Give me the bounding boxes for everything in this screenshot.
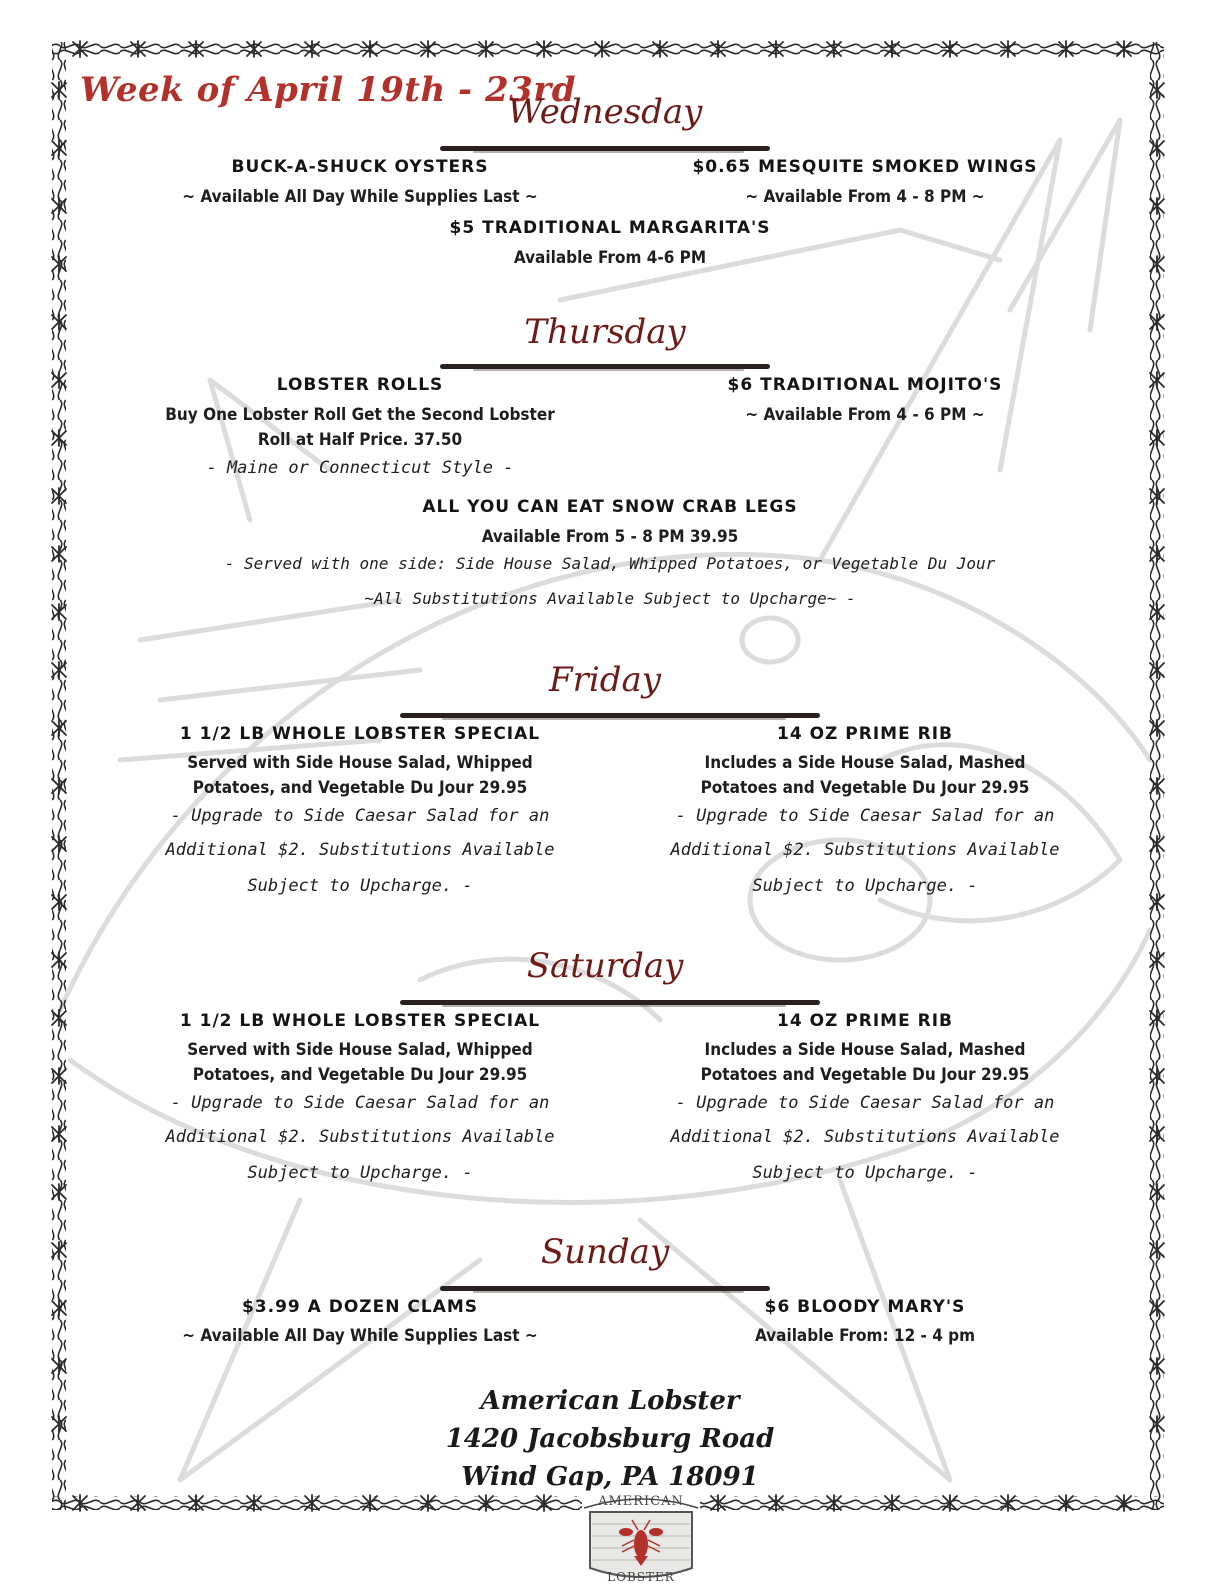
wednesday-center-line1: Available From 4-6 PM (513, 248, 707, 268)
divider-saturday (400, 1000, 820, 1005)
friday-left-title: 1 1/2 LB WHOLE LOBSTER SPECIAL (179, 724, 541, 744)
wednesday-right-title: $0.65 MESQUITE SMOKED WINGS (692, 157, 1038, 177)
saturday-right-line3: - Upgrade to Side Caesar Salad for an (675, 1093, 1055, 1113)
divider-sunday (440, 1286, 770, 1291)
friday-left-line5: Subject to Upcharge. - (247, 876, 473, 896)
divider-friday (400, 713, 820, 718)
sunday-left-line1: ~ Available All Day While Supplies Last ~ (182, 1326, 538, 1346)
saturday-right-line4: Additional $2. Substitutions Available (670, 1127, 1060, 1147)
saturday-left-title: 1 1/2 LB WHOLE LOBSTER SPECIAL (179, 1011, 541, 1031)
thursday-left-title: LOBSTER ROLLS (276, 375, 444, 395)
thursday-right-line1: ~ Available From 4 - 6 PM ~ (745, 405, 985, 425)
sunday-right-title: $6 BLOODY MARY'S (764, 1297, 966, 1317)
saturday-left-line5: Subject to Upcharge. - (247, 1163, 473, 1183)
divider-wednesday (440, 146, 770, 151)
sunday-right-line1: Available From: 12 - 4 pm (754, 1326, 976, 1346)
saturday-right-line1: Includes a Side House Salad, Mashed (704, 1040, 1026, 1060)
thursday-center-line1: Available From 5 - 8 PM 39.95 (481, 527, 739, 547)
friday-right-title: 14 OZ PRIME RIB (777, 724, 953, 744)
thursday-center-line3: ~All Substitutions Available Subject to Upcharge~ - (364, 589, 856, 608)
restaurant-city: Wind Gap, PA 18091 (461, 1462, 759, 1492)
day-heading-thursday: Thursday (524, 312, 686, 352)
saturday-right-title: 14 OZ PRIME RIB (777, 1011, 953, 1031)
wednesday-center-title: $5 TRADITIONAL MARGARITA'S (449, 218, 771, 238)
wednesday-right-line1: ~ Available From 4 - 8 PM ~ (745, 187, 985, 207)
saturday-left-line2: Potatoes, and Vegetable Du Jour 29.95 (192, 1065, 528, 1085)
saturday-right-line2: Potatoes and Vegetable Du Jour 29.95 (700, 1065, 1030, 1085)
thursday-center-line2: - Served with one side: Side House Salad, Whipped Potatoes, or Vegetable Du Jour (224, 554, 996, 573)
friday-right-line3: - Upgrade to Side Caesar Salad for an (675, 806, 1055, 826)
saturday-left-line3: - Upgrade to Side Caesar Salad for an (170, 1093, 550, 1113)
friday-right-line2: Potatoes and Vegetable Du Jour 29.95 (700, 778, 1030, 798)
day-heading-friday: Friday (549, 660, 661, 700)
day-heading-sunday: Sunday (540, 1232, 670, 1272)
day-heading-saturday: Saturday (526, 946, 684, 986)
american-lobster-logo (582, 1494, 700, 1586)
logo-top-text: AMERICAN (598, 1494, 684, 1509)
day-heading-wednesday: Wednesday (507, 92, 703, 132)
week-title: Week of April 19th - 23rd (80, 70, 576, 110)
friday-right-line4: Additional $2. Substitutions Available (670, 840, 1060, 860)
thursday-left-line2: Roll at Half Price. 37.50 (257, 430, 463, 450)
sunday-left-title: $3.99 A DOZEN CLAMS (241, 1297, 479, 1317)
saturday-right-line5: Subject to Upcharge. - (752, 1163, 978, 1183)
restaurant-street: 1420 Jacobsburg Road (445, 1424, 775, 1454)
restaurant-name: American Lobster (480, 1386, 740, 1416)
thursday-left-line3: - Maine or Connecticut Style - (206, 458, 514, 478)
friday-left-line4: Additional $2. Substitutions Available (165, 840, 555, 860)
friday-left-line3: - Upgrade to Side Caesar Salad for an (170, 806, 550, 826)
saturday-left-line4: Additional $2. Substitutions Available (165, 1127, 555, 1147)
wednesday-left-title: BUCK-A-SHUCK OYSTERS (231, 157, 489, 177)
logo-bottom-text: LOBSTER (607, 1570, 675, 1584)
saturday-left-line1: Served with Side House Salad, Whipped (187, 1040, 533, 1060)
friday-right-line1: Includes a Side House Salad, Mashed (704, 753, 1026, 773)
friday-left-line2: Potatoes, and Vegetable Du Jour 29.95 (192, 778, 528, 798)
thursday-center-title: ALL YOU CAN EAT SNOW CRAB LEGS (422, 497, 798, 517)
friday-right-line5: Subject to Upcharge. - (752, 876, 978, 896)
divider-thursday (440, 364, 770, 369)
friday-left-line1: Served with Side House Salad, Whipped (187, 753, 533, 773)
thursday-left-line1: Buy One Lobster Roll Get the Second Lobster (165, 405, 555, 425)
thursday-right-title: $6 TRADITIONAL MOJITO'S (727, 375, 1003, 395)
wednesday-left-line1: ~ Available All Day While Supplies Last ~ (182, 187, 538, 207)
